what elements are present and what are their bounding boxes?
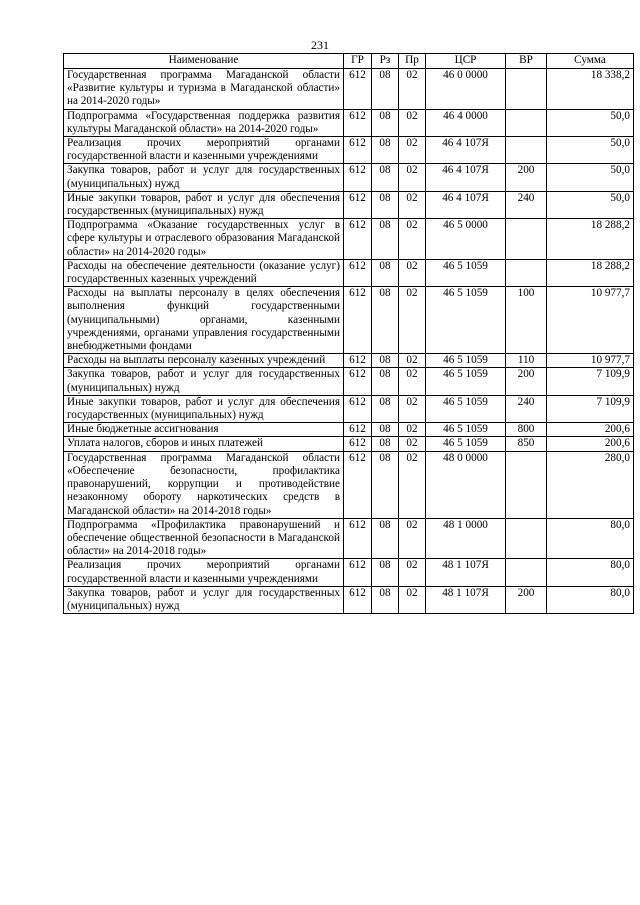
column-header-pr: Пр	[399, 54, 426, 69]
sum-cell: 18 288,2	[547, 219, 634, 260]
name-cell: Закупка товаров, работ и услуг для государственных (муниципальных) нужд	[64, 368, 344, 395]
sum-cell: 10 977,7	[547, 354, 634, 368]
csr-cell: 46 5 1059	[426, 395, 506, 422]
pr-cell: 02	[399, 368, 426, 395]
table-row	[64, 559, 634, 586]
name-cell: Иные бюджетные ассигнования	[64, 423, 344, 437]
pr-cell: 02	[399, 518, 426, 559]
csr-cell: 46 5 1059	[426, 354, 506, 368]
name-cell: Государственная программа Магаданской области «Развитие культуры и туризма в Магаданской области» на 2014-2020 годы»	[64, 69, 344, 110]
name-cell: Расходы на обеспечение деятельности (оказание услуг) государственных казенных учреждений	[64, 259, 344, 286]
table-row	[64, 423, 634, 437]
vr-cell	[506, 259, 547, 286]
pr-cell: 02	[399, 69, 426, 110]
name-cell: Подпрограмма «Профилактика правонарушений и обеспечение общественной безопасности в Магаданской области» на 2014-2018 годы»	[64, 518, 344, 559]
rz-cell: 08	[372, 69, 399, 110]
pr-cell: 02	[399, 451, 426, 518]
name-cell: Реализация прочих мероприятий органами государственной власти и казенными учреждениями	[64, 137, 344, 164]
csr-cell: 48 0 0000	[426, 451, 506, 518]
csr-cell: 46 5 1059	[426, 437, 506, 451]
column-header-name: Наименование	[64, 54, 344, 69]
csr-cell: 48 1 107Я	[426, 559, 506, 586]
vr-cell: 850	[506, 437, 547, 451]
sum-cell: 80,0	[547, 518, 634, 559]
csr-cell: 46 5 1059	[426, 368, 506, 395]
csr-cell: 46 5 1059	[426, 423, 506, 437]
csr-cell: 48 1 107Я	[426, 586, 506, 613]
csr-cell: 46 5 1059	[426, 259, 506, 286]
table-row	[64, 69, 634, 110]
name-cell: Расходы на выплаты персоналу казенных учреждений	[64, 354, 344, 368]
table-row	[64, 164, 634, 191]
column-header-csr: ЦСР	[426, 54, 506, 69]
rz-cell: 08	[372, 437, 399, 451]
vr-cell	[506, 559, 547, 586]
table-row	[64, 437, 634, 451]
vr-cell	[506, 451, 547, 518]
gr-cell: 612	[344, 354, 372, 368]
vr-cell: 240	[506, 191, 547, 218]
column-header-vr: ВР	[506, 54, 547, 69]
pr-cell: 02	[399, 191, 426, 218]
column-header-rz: Рз	[372, 54, 399, 69]
header-row	[64, 54, 634, 69]
table-row	[64, 191, 634, 218]
rz-cell: 08	[372, 423, 399, 437]
sum-cell: 80,0	[547, 559, 634, 586]
table-row	[64, 518, 634, 559]
csr-cell: 46 5 1059	[426, 287, 506, 354]
gr-cell: 612	[344, 423, 372, 437]
sum-cell: 18 338,2	[547, 69, 634, 110]
name-cell: Уплата налогов, сборов и иных платежей	[64, 437, 344, 451]
vr-cell: 110	[506, 354, 547, 368]
rz-cell: 08	[372, 191, 399, 218]
pr-cell: 02	[399, 287, 426, 354]
name-cell: Закупка товаров, работ и услуг для государственных (муниципальных) нужд	[64, 164, 344, 191]
rz-cell: 08	[372, 259, 399, 286]
sum-cell: 7 109,9	[547, 395, 634, 422]
vr-cell	[506, 109, 547, 136]
rz-cell: 08	[372, 395, 399, 422]
table-row	[64, 368, 634, 395]
csr-cell: 46 4 107Я	[426, 191, 506, 218]
sum-cell: 80,0	[547, 586, 634, 613]
sum-cell: 200,6	[547, 423, 634, 437]
vr-cell: 200	[506, 164, 547, 191]
table-body	[64, 69, 634, 614]
pr-cell: 02	[399, 137, 426, 164]
pr-cell: 02	[399, 259, 426, 286]
pr-cell: 02	[399, 109, 426, 136]
sum-cell: 7 109,9	[547, 368, 634, 395]
gr-cell: 612	[344, 287, 372, 354]
gr-cell: 612	[344, 451, 372, 518]
table-row	[64, 109, 634, 136]
table-row	[64, 259, 634, 286]
csr-cell: 46 4 107Я	[426, 137, 506, 164]
pr-cell: 02	[399, 164, 426, 191]
table-row	[64, 354, 634, 368]
csr-cell: 46 5 0000	[426, 219, 506, 260]
gr-cell: 612	[344, 137, 372, 164]
sum-cell: 18 288,2	[547, 259, 634, 286]
rz-cell: 08	[372, 219, 399, 260]
csr-cell: 46 0 0000	[426, 69, 506, 110]
gr-cell: 612	[344, 69, 372, 110]
sum-cell: 50,0	[547, 137, 634, 164]
name-cell: Закупка товаров, работ и услуг для государственных (муниципальных) нужд	[64, 586, 344, 613]
gr-cell: 612	[344, 437, 372, 451]
vr-cell	[506, 69, 547, 110]
name-cell: Подпрограмма «Государственная поддержка развития культуры Магаданской области» на 2014-2020 годы»	[64, 109, 344, 136]
rz-cell: 08	[372, 137, 399, 164]
gr-cell: 612	[344, 368, 372, 395]
rz-cell: 08	[372, 368, 399, 395]
vr-cell: 200	[506, 586, 547, 613]
table-row	[64, 395, 634, 422]
csr-cell: 46 4 107Я	[426, 164, 506, 191]
pr-cell: 02	[399, 354, 426, 368]
table-row	[64, 586, 634, 613]
table-row	[64, 219, 634, 260]
sum-cell: 200,6	[547, 437, 634, 451]
name-cell: Государственная программа Магаданской области «Обеспечение безопасности, профилактика правонарушений, коррупции и противодействие незаконному обороту наркотических средств в Магаданской области» на 2014-2018 годы»	[64, 451, 344, 518]
vr-cell	[506, 137, 547, 164]
gr-cell: 612	[344, 164, 372, 191]
gr-cell: 612	[344, 259, 372, 286]
gr-cell: 612	[344, 586, 372, 613]
csr-cell: 46 4 0000	[426, 109, 506, 136]
sum-cell: 50,0	[547, 191, 634, 218]
column-header-gr: ГР	[344, 54, 372, 69]
sum-cell: 50,0	[547, 109, 634, 136]
pr-cell: 02	[399, 423, 426, 437]
pr-cell: 02	[399, 437, 426, 451]
rz-cell: 08	[372, 354, 399, 368]
table-row	[64, 137, 634, 164]
sum-cell: 280,0	[547, 451, 634, 518]
pr-cell: 02	[399, 586, 426, 613]
name-cell: Расходы на выплаты персоналу в целях обеспечения выполнения функций государственными (муниципальными) органами, казенными учреждениями, органами управления государственными внебюджетными фондами	[64, 287, 344, 354]
vr-cell: 200	[506, 368, 547, 395]
sum-cell: 10 977,7	[547, 287, 634, 354]
vr-cell: 240	[506, 395, 547, 422]
table-row	[64, 287, 634, 354]
rz-cell: 08	[372, 586, 399, 613]
rz-cell: 08	[372, 559, 399, 586]
pr-cell: 02	[399, 219, 426, 260]
rz-cell: 08	[372, 287, 399, 354]
csr-cell: 48 1 0000	[426, 518, 506, 559]
vr-cell: 800	[506, 423, 547, 437]
rz-cell: 08	[372, 451, 399, 518]
gr-cell: 612	[344, 559, 372, 586]
rz-cell: 08	[372, 109, 399, 136]
gr-cell: 612	[344, 191, 372, 218]
table-row	[64, 451, 634, 518]
name-cell: Иные закупки товаров, работ и услуг для обеспечения государственных (муниципальных) нужд	[64, 191, 344, 218]
pr-cell: 02	[399, 395, 426, 422]
sum-cell: 50,0	[547, 164, 634, 191]
rz-cell: 08	[372, 164, 399, 191]
name-cell: Реализация прочих мероприятий органами государственной власти и казенными учреждениями	[64, 559, 344, 586]
name-cell: Иные закупки товаров, работ и услуг для обеспечения государственных (муниципальных) нужд	[64, 395, 344, 422]
name-cell: Подпрограмма «Оказание государственных услуг в сфере культуры и отраслевого образования Магаданской области» на 2014-2020 годы»	[64, 219, 344, 260]
column-header-sum: Сумма	[547, 54, 634, 69]
gr-cell: 612	[344, 219, 372, 260]
table-header	[64, 54, 634, 69]
gr-cell: 612	[344, 109, 372, 136]
vr-cell: 100	[506, 287, 547, 354]
rz-cell: 08	[372, 518, 399, 559]
vr-cell	[506, 518, 547, 559]
budget-table	[63, 53, 634, 614]
vr-cell	[506, 219, 547, 260]
pr-cell: 02	[399, 559, 426, 586]
gr-cell: 612	[344, 395, 372, 422]
page-number: 231	[311, 38, 329, 52]
gr-cell: 612	[344, 518, 372, 559]
